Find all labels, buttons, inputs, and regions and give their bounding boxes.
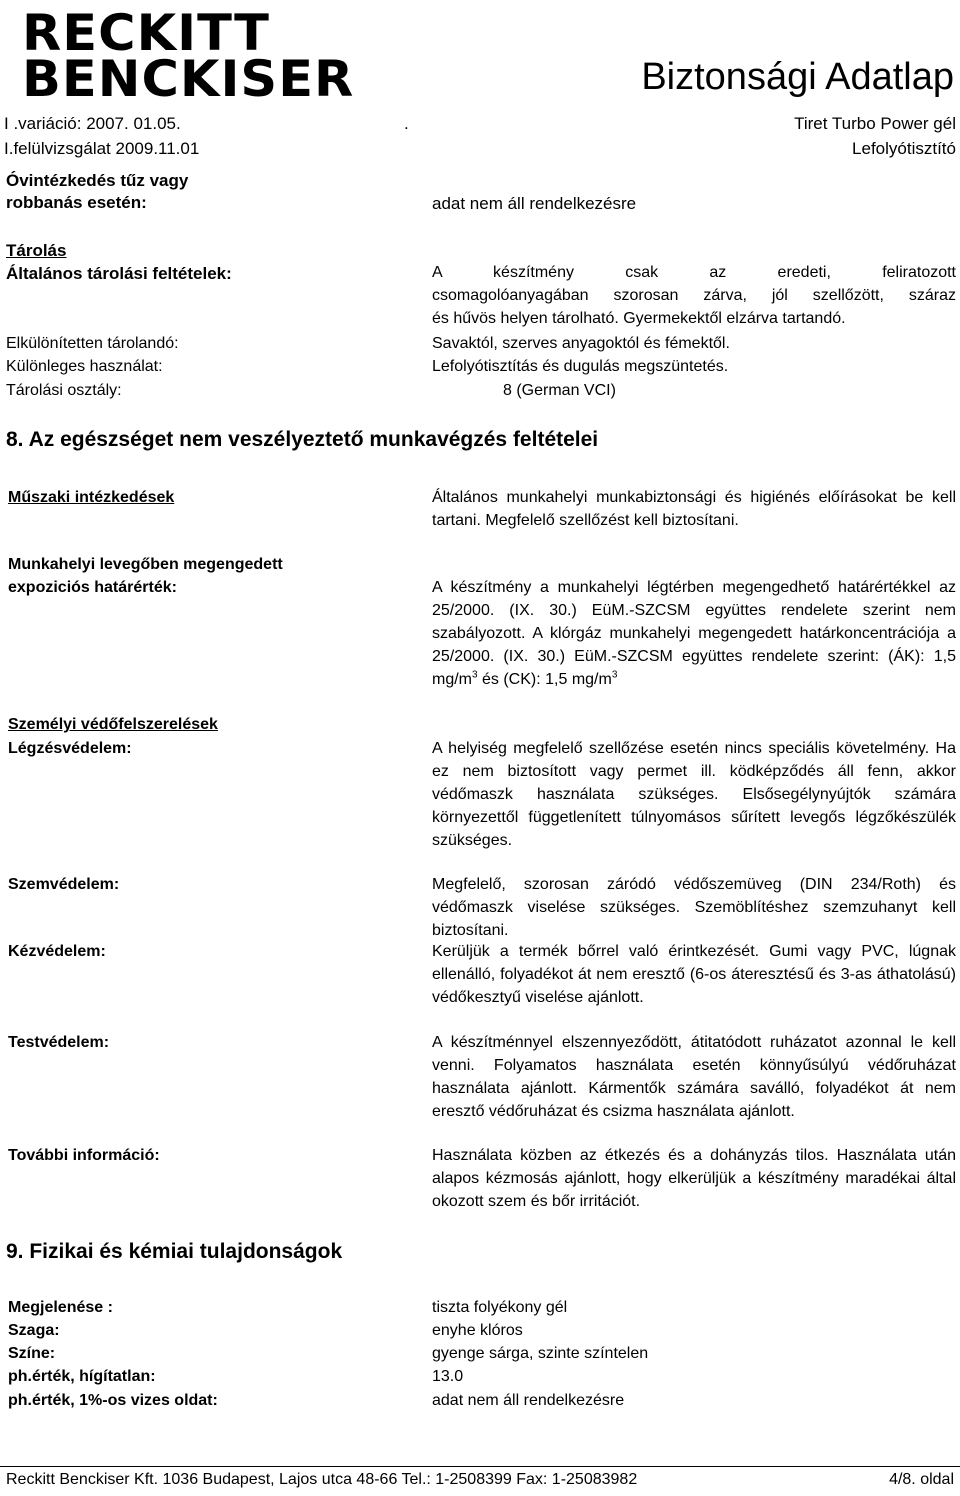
storage-separate-label: Elkülönítetten tárolandó: xyxy=(6,335,179,352)
exposure-limit-sup1: 3 xyxy=(472,669,478,681)
property-value: tiszta folyékony gél xyxy=(432,1299,568,1316)
product-name: Tiret Turbo Power gél xyxy=(794,114,956,133)
exposure-limit-sup2: 3 xyxy=(611,669,618,681)
product-type: Lefolyótisztító xyxy=(852,139,956,158)
fire-label-line2: robbanás esetén: xyxy=(6,193,147,212)
exposure-limit-text: A készítmény a munkahelyi légtérben megengedhető határértékkel az 25/2000. (IX. 30.) EüM.-SZCSM együttes rendelete szerint nem szabályozott. A klórgáz munkahelyi megengedett határkoncentrációja a 25/2000. (IX. 30.) EüM.-SZCSM együttes rendelete szerint: (ÁK): 1,5 mg/m xyxy=(432,579,956,688)
section9-title: 9. Fizikai és kémiai tulajdonságok xyxy=(6,1240,343,1263)
storage-heading: Tárolás xyxy=(6,241,67,260)
variation-date: I .variáció: 2007. 01.05. xyxy=(4,114,181,133)
ppe-label: Személyi védőfelszerelések xyxy=(8,716,218,733)
storage-special-label: Különleges használat: xyxy=(6,358,163,375)
hand-protection-value: Kerüljük a termék bőrrel való érintkezését. Gumi vagy PVC, lúgnak ellenálló, folyadékot át nem eresztő (6-os áteresztésű és 3-as áthatolású) védőkesztyű viselése ajánlott. xyxy=(432,943,956,1006)
footer-page-number: 4/8. oldal xyxy=(889,1471,954,1488)
eye-protection-value: Megfelelő, szorosan záródó védőszemüveg (DIN 234/Roth) és védőmaszk viselése szükséges. Szemöblítéshez szemzuhanyt kell biztosítani. xyxy=(432,876,956,939)
fire-value: adat nem áll rendelkezésre xyxy=(432,194,637,213)
property-value: adat nem áll rendelkezésre xyxy=(432,1392,625,1409)
revision-date: I.felülvizsgálat 2009.11.01 xyxy=(4,139,200,158)
document-title: Biztonsági Adatlap xyxy=(641,56,954,98)
exposure-limit-value xyxy=(432,576,956,691)
property-label: Színe: xyxy=(8,1345,56,1362)
storage-general-line2: csomagolóanyagában szorosan zárva, jól szellőzött, száraz xyxy=(432,287,956,304)
hand-protection-label: Kézvédelem: xyxy=(8,943,106,960)
storage-class-value: 8 (German VCI) xyxy=(503,382,616,399)
logo-line2: BENCKISER xyxy=(22,50,355,108)
fire-label-line1: Óvintézkedés tűz vagy xyxy=(6,171,189,190)
exposure-limit-text2: és (CK): 1,5 mg/m xyxy=(477,671,612,688)
storage-separate-value: Savaktól, szerves anyagoktól és fémektől. xyxy=(432,335,730,352)
storage-class-label: Tárolási osztály: xyxy=(6,382,122,399)
exposure-limit-label-line2: expoziciós határérték: xyxy=(8,579,177,596)
storage-general-line1: A készítmény csak az eredeti, feliratozott xyxy=(432,264,956,281)
logo-line1: RECKITT xyxy=(22,4,270,62)
body-protection-value: A készítménnyel elszennyeződött, átitatódott ruházatot azonnal le kell venni. Folyamatos használata esetén könnyűsúlyú védőruházat használata ajánlott. Kármentők számára saválló, folyadékot át nem eresztő védőruházat és csizma használata ajánlott. xyxy=(432,1034,956,1120)
respiratory-label: Légzésvédelem: xyxy=(8,740,132,757)
property-label: ph.érték, hígítatlan: xyxy=(8,1368,156,1385)
header-dot: . xyxy=(404,114,409,133)
property-value: gyenge sárga, szinte színtelen xyxy=(432,1345,649,1362)
footer-company: Reckitt Benckiser Kft. 1036 Budapest, Lajos utca 48-66 Tel.: 1-2508399 Fax: 1-25083982 xyxy=(6,1471,638,1488)
respiratory-value: A helyiség megfelelő szellőzése esetén nincs speciális követelmény. Ha ez nem biztosított vagy permet ill. ködképződés áll fenn, akkor védőmaszk használata szükséges. Elsősegélynyújtók számára környezettől függetlenített túlnyomásos sűrített levegős légzőkészülék szükséges. xyxy=(432,740,956,849)
tech-measures-label: Műszaki intézkedések xyxy=(8,489,175,506)
eye-protection-label: Szemvédelem: xyxy=(8,876,120,893)
further-info-label: További információ: xyxy=(8,1147,160,1164)
storage-general-label: Általános tárolási feltételek: xyxy=(6,264,232,283)
section8-title: 8. Az egészséget nem veszélyeztető munkavégzés feltételei xyxy=(6,428,599,451)
property-value: 13.0 xyxy=(432,1368,464,1385)
property-label: ph.érték, 1%-os vizes oldat: xyxy=(8,1392,218,1409)
storage-special-value: Lefolyótisztítás és dugulás megszüntetés. xyxy=(432,358,729,375)
exposure-limit-label-line1: Munkahelyi levegőben megengedett xyxy=(8,556,283,573)
storage-general-line3: és hűvös helyen tárolható. Gyermekektől elzárva tartandó. xyxy=(432,310,846,327)
tech-measures-value: Általános munkahelyi munkabiztonsági és higiénés előírásokat be kell tartani. Megfelelő szellőzést kell biztosítani. xyxy=(432,489,956,529)
footer-divider xyxy=(0,1466,960,1467)
property-label: Szaga: xyxy=(8,1322,60,1339)
body-protection-label: Testvédelem: xyxy=(8,1034,110,1051)
further-info-value: Használata közben az étkezés és a dohányzás tilos. Használata után alapos kézmosás ajánlott, hogy elkerüljük a készítmény maradékai által okozott szem és bőr irritációt. xyxy=(432,1147,956,1210)
property-label: Megjelenése : xyxy=(8,1299,113,1316)
company-logo xyxy=(22,4,355,108)
property-value: enyhe klóros xyxy=(432,1322,523,1339)
